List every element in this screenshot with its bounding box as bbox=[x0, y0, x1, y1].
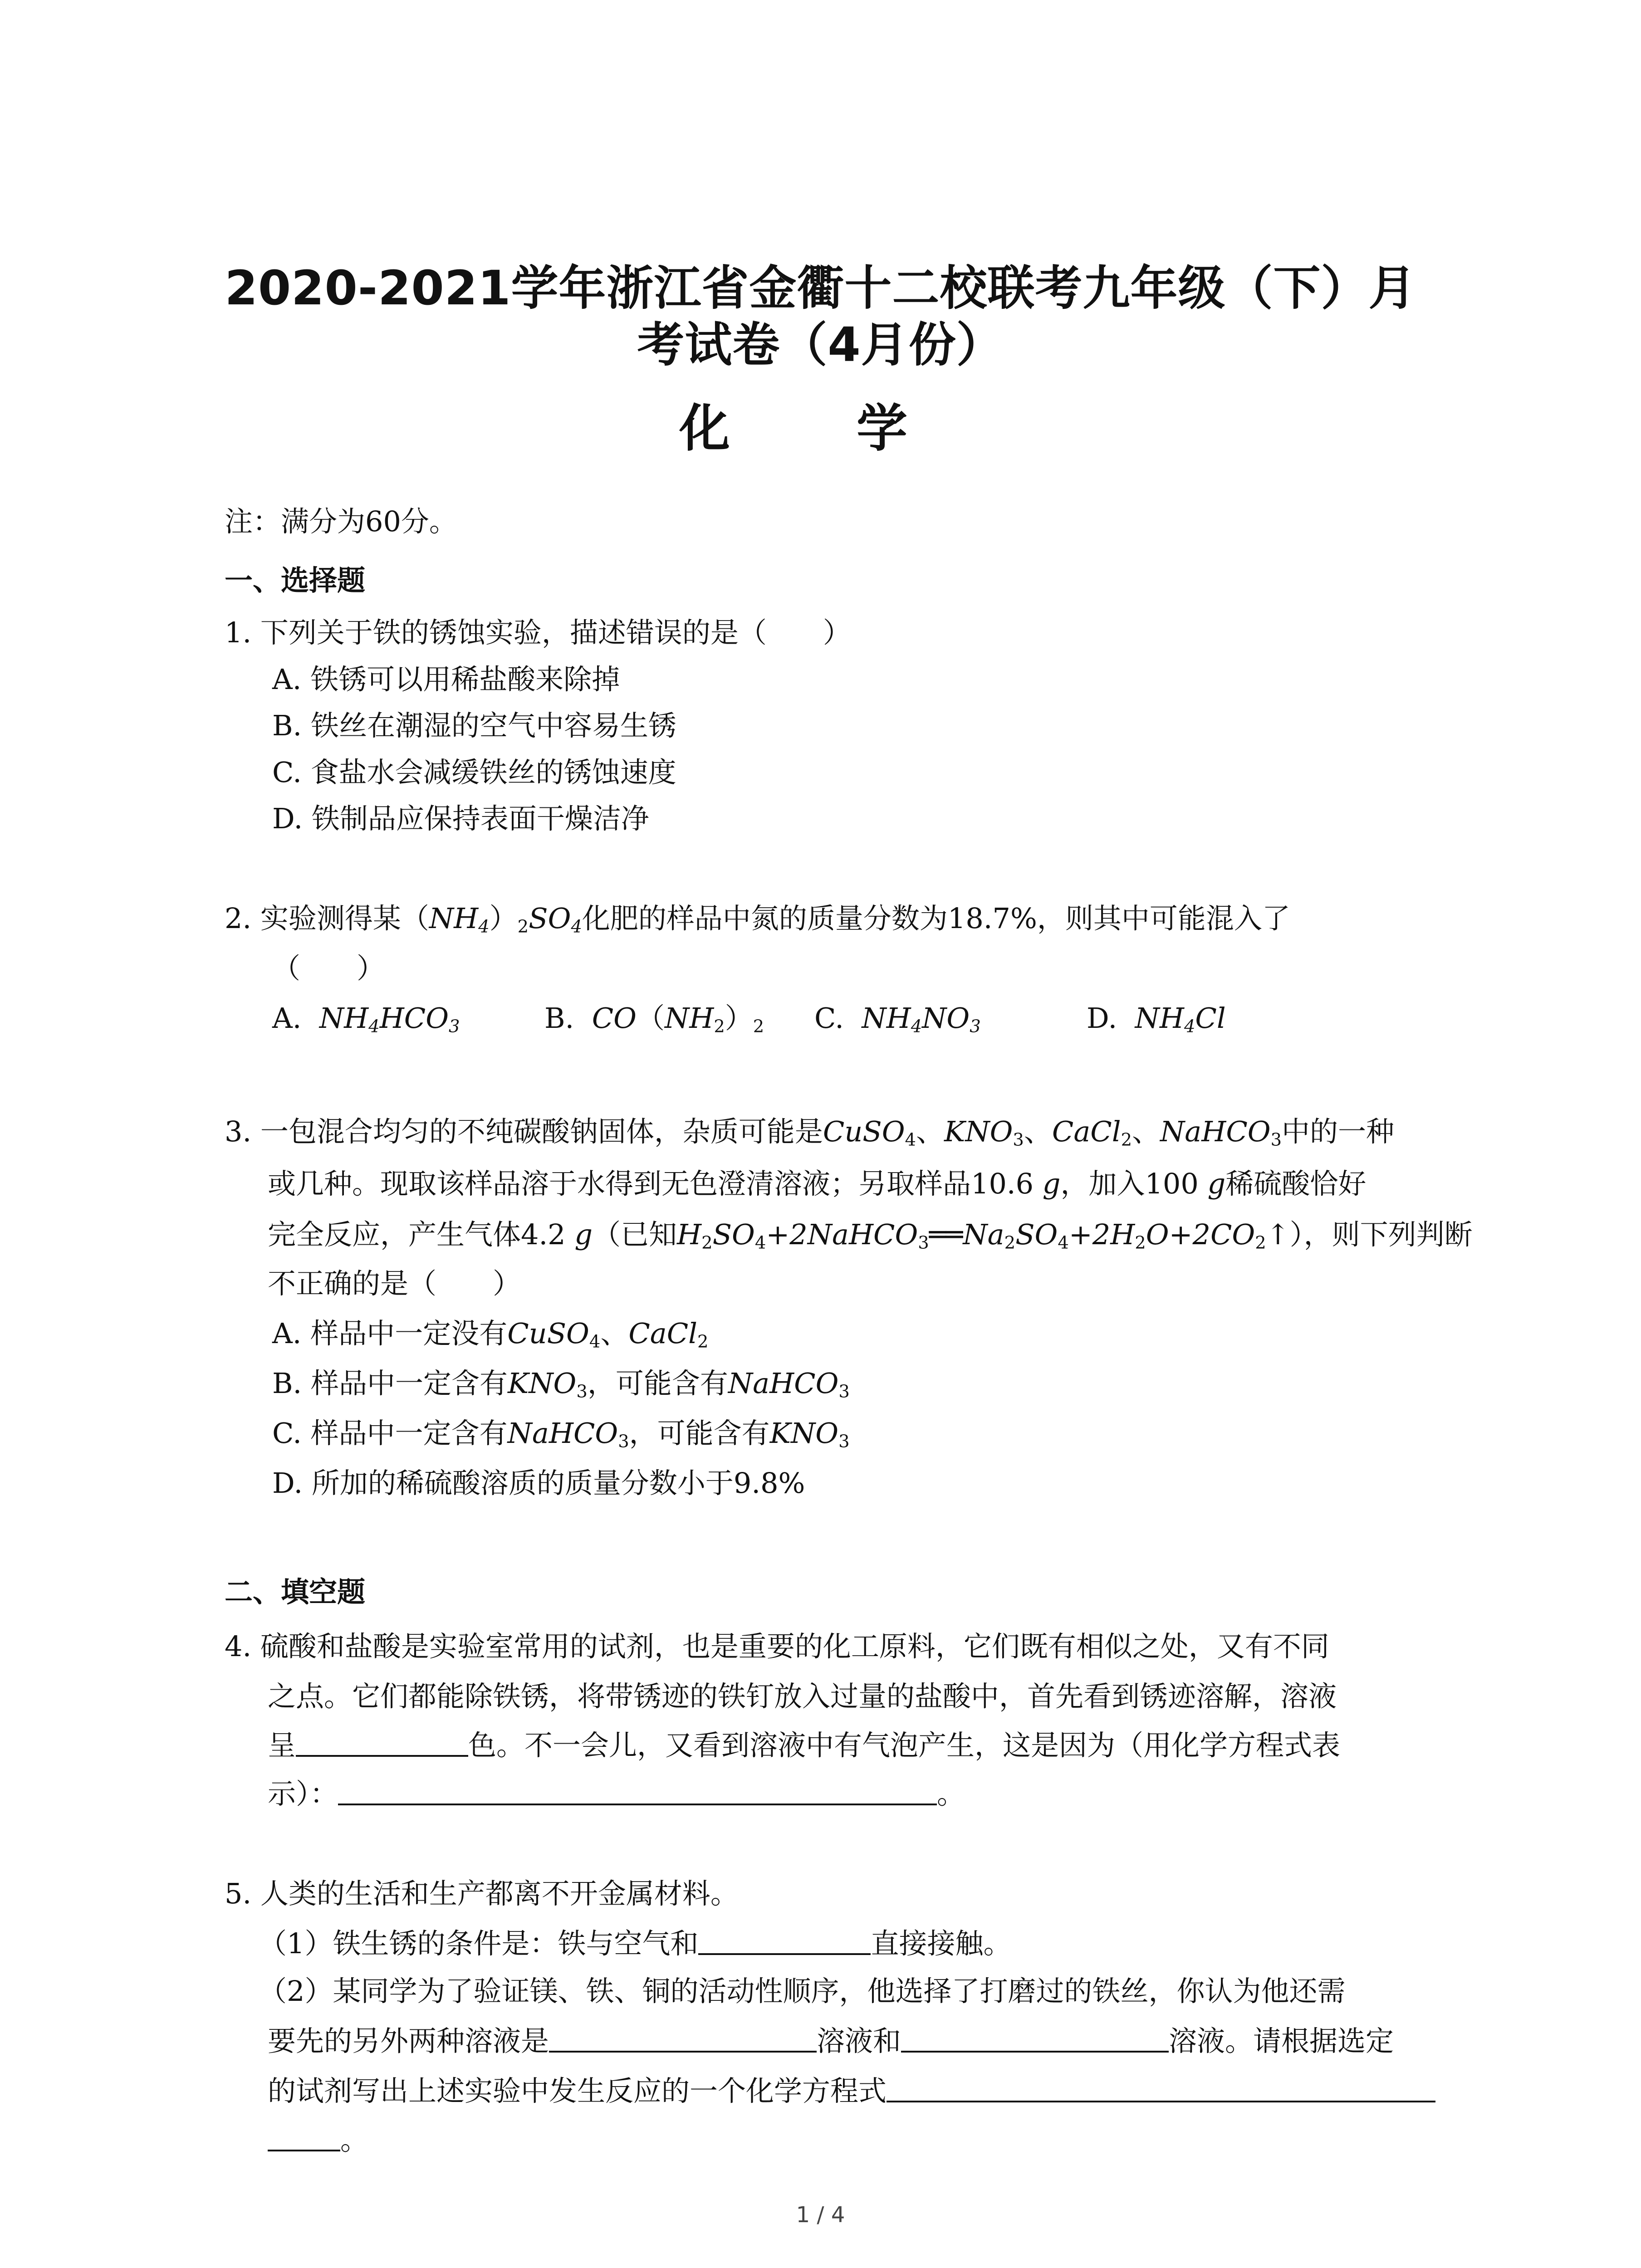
q4-blank-equation[interactable] bbox=[338, 1776, 937, 1805]
q5-line2: （1）铁生锈的条件是：铁与空气和 直接接触。 bbox=[259, 1927, 1012, 1960]
exam-title-line1: 2020-2021学年浙江省金衢十二校联考九年级（下）月 bbox=[225, 260, 1416, 316]
q5-line4: 要先的另外两种溶液是 溶液和 溶液。请根据选定 bbox=[268, 2024, 1394, 2058]
q2-option-c: C. $NH_4NO_3$ bbox=[814, 1002, 981, 1037]
q5-blank-equation[interactable] bbox=[887, 2073, 1435, 2102]
q4-blank-color[interactable] bbox=[296, 1728, 468, 1757]
q3-stem-line4: 不正确的是（ ） bbox=[268, 1267, 521, 1300]
q2-answer-paren: （ ） bbox=[272, 952, 385, 985]
subject-heading: 化 学 bbox=[679, 399, 962, 458]
q3-stem-line1: 3. 一包混合均匀的不纯碳酸钠固体，杂质可能是CuSO$_4$、$KNO_3$、CaCl$_2$、NaHCO$_3$中的一种 bbox=[225, 1115, 1395, 1150]
q3-option-b: B. 样品中一定含有$KNO_3$，可能含有NaHCO$_3$ bbox=[272, 1367, 850, 1402]
q2-stem: 2. 实验测得某$(NH_4)_2SO_4$化肥的样品中氮的质量分数为18.7%，则其中可能混入了 bbox=[225, 902, 1290, 937]
q1-stem: 1. 下列关于铁的锈蚀实验，描述错误的是（ ） bbox=[225, 616, 851, 649]
q5-blank-solution1[interactable] bbox=[549, 2024, 817, 2053]
section1-heading: 一、选择题 bbox=[225, 564, 366, 597]
q2-option-b: B. $CO(NH_2)_2$ bbox=[544, 1002, 764, 1037]
score-note: 注：满分为60分。 bbox=[225, 505, 457, 538]
q1-option-d: D. 铁制品应保持表面干燥洁净 bbox=[272, 802, 649, 835]
q4-line3: 呈 色。不一会儿，又看到溶液中有气泡产生，这是因为（用化学方程式表 bbox=[268, 1729, 1341, 1762]
q2-option-a: A. $NH_4HCO_3$ bbox=[272, 1002, 460, 1037]
q5-blank-condition[interactable] bbox=[698, 1926, 871, 1955]
q3-option-a: A. 样品中一定没有CuSO$_4$、CaCl$_2$ bbox=[272, 1317, 709, 1352]
q1-option-a: A. 铁锈可以用稀盐酸来除掉 bbox=[272, 663, 620, 696]
q1-option-c: C. 食盐水会减缓铁丝的锈蚀速度 bbox=[272, 756, 676, 789]
q3-option-d: D. 所加的稀硫酸溶质的质量分数小于9.8% bbox=[272, 1466, 805, 1500]
q3-option-c: C. 样品中一定含有NaHCO$_3$，可能含有$KNO_3$ bbox=[272, 1417, 850, 1452]
q5-line5: 的试剂写出上述实验中发生反应的一个化学方程式 bbox=[268, 2073, 1435, 2109]
q3-stem-line3: 完全反应，产生气体4.2 g（已知$H_2SO_4+2NaHCO_3══Na_2SO_4+2H_2O+2CO_2↑$），则下列判断 bbox=[268, 1218, 1473, 1253]
q5-line3: （2）某同学为了验证镁、铁、铜的活动性顺序，他选择了打磨过的铁丝，你认为他还需 bbox=[259, 1975, 1346, 2008]
page-number: 1 / 4 bbox=[796, 2202, 845, 2228]
q4-line1: 4. 硫酸和盐酸是实验室常用的试剂，也是重要的化工原料，它们既有相似之处，又有不同 bbox=[225, 1630, 1329, 1663]
exam-title-line2: 考试卷（4月份） bbox=[637, 317, 1004, 372]
section2-heading: 二、填空题 bbox=[225, 1575, 366, 1608]
q5-blank-solution2[interactable] bbox=[901, 2024, 1169, 2053]
q3-stem-line2: 或几种。现取该样品溶于水得到无色澄清溶液；另取样品10.6 g，加入100 g稀硫酸恰好 bbox=[268, 1167, 1367, 1200]
q1-option-b: B. 铁丝在潮湿的空气中容易生锈 bbox=[272, 709, 676, 742]
q5-blank-equation-cont[interactable] bbox=[268, 2122, 340, 2151]
q4-line4: 示）： 。 bbox=[268, 1777, 965, 1810]
q2-option-d: D. $NH_4Cl$ bbox=[1087, 1002, 1226, 1037]
q5-line1: 5. 人类的生活和生产都离不开金属材料。 bbox=[225, 1877, 739, 1910]
q4-line2: 之点。它们都能除铁锈，将带锈迹的铁钉放入过量的盐酸中，首先看到锈迹溶解，溶液 bbox=[268, 1680, 1337, 1713]
q5-line6: 。 bbox=[268, 2122, 368, 2158]
